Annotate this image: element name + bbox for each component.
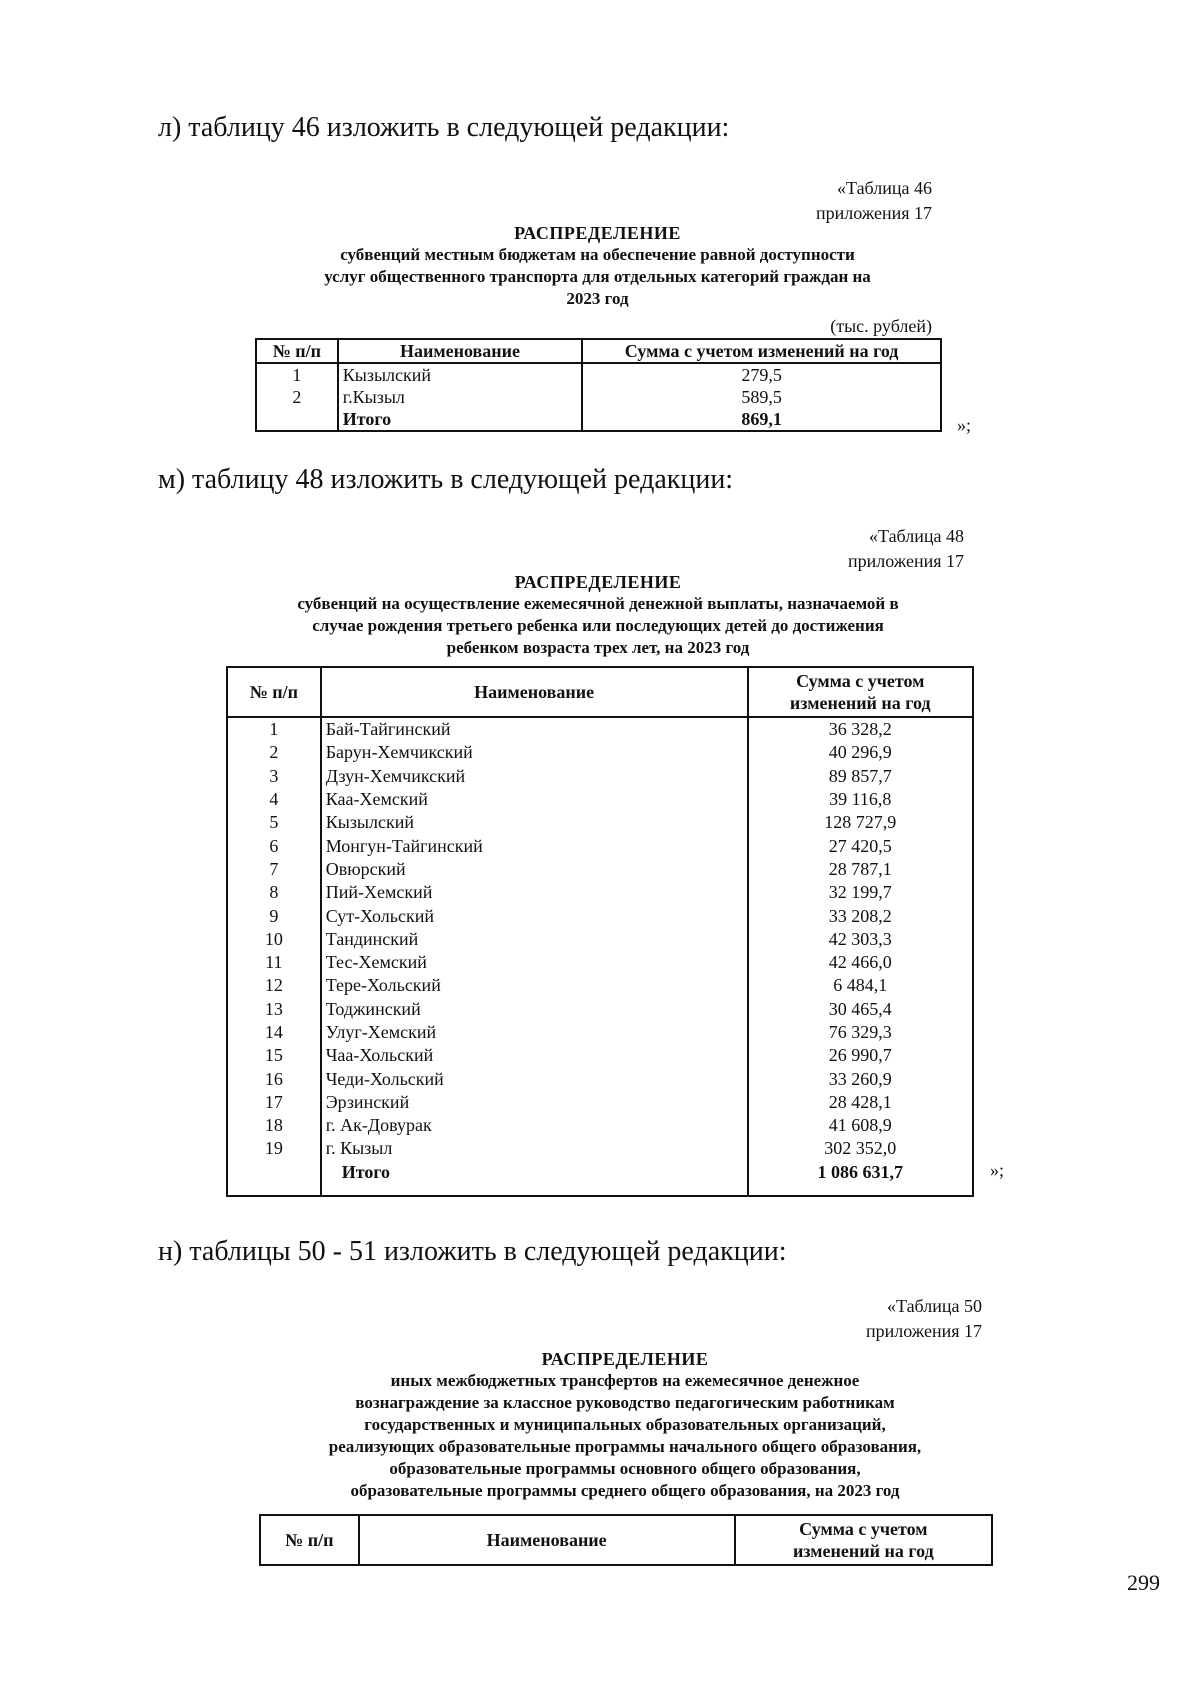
- table-46: [255, 338, 942, 432]
- table-row: [256, 386, 941, 408]
- table-50-subtitle-line4: реализующих образовательные программы начального общего образования,: [328, 1437, 922, 1456]
- table-50-header-row: [260, 1515, 992, 1565]
- table-48-row-name: Чаа-Хольский: [321, 1044, 748, 1067]
- table-46-header-num: № п/п: [256, 339, 338, 363]
- table-46-header-name: Наименование: [338, 339, 582, 363]
- table-48-row-num: 11: [227, 951, 321, 974]
- table-48-row-name: Тес-Хемский: [321, 951, 748, 974]
- table-row: [227, 1091, 973, 1114]
- table-48-row-sum: 32 199,7: [748, 881, 974, 904]
- table-48-header-row: [227, 667, 973, 717]
- table-48-row-num: 3: [227, 765, 321, 788]
- table-48-row-sum: 39 116,8: [748, 788, 974, 811]
- table-48-row-name: Кызылский: [321, 811, 748, 834]
- table-46-row-2-sum: 589,5: [582, 386, 941, 408]
- table-48-row-num: 14: [227, 1021, 321, 1044]
- table-48-row-sum: 40 296,9: [748, 741, 974, 764]
- table-48-row-name: Улуг-Хемский: [321, 1021, 748, 1044]
- table-46-reference: [816, 176, 932, 226]
- table-48-row-num: 6: [227, 834, 321, 857]
- table-row: [227, 998, 973, 1021]
- table-48-row-sum: 41 608,9: [748, 1114, 974, 1137]
- table-48-body: [227, 717, 973, 1196]
- table-48-row-num: 15: [227, 1044, 321, 1067]
- table-50-header-sum: [735, 1515, 992, 1565]
- table-50-subtitle-line1: иных межбюджетных трансфертов на ежемесячное денежное: [390, 1371, 860, 1390]
- table-48-title-block: [218, 571, 978, 659]
- table-48-title: РАСПРЕДЕЛЕНИЕ: [514, 572, 682, 592]
- table-46-row-2-num: 2: [256, 386, 338, 408]
- section-heading-table-48: м) таблицу 48 изложить в следующей редакции:: [158, 464, 734, 495]
- table-48-row-name: Монгун-Тайгинский: [321, 834, 748, 857]
- table-row: [227, 1114, 973, 1137]
- table-46-units: (тыс. рублей): [830, 316, 932, 336]
- table-row: [227, 1021, 973, 1044]
- table-46-row-1-sum: 279,5: [582, 363, 941, 386]
- table-48-row-sum: 6 484,1: [748, 974, 974, 997]
- table-48-row-name: Пий-Хемский: [321, 881, 748, 904]
- table-46-title-block: [255, 222, 940, 310]
- table-46-row-1-name: Кызылский: [338, 363, 582, 386]
- table-48-row-sum: 27 420,5: [748, 834, 974, 857]
- table-48-row-name: Дзун-Хемчикский: [321, 765, 748, 788]
- table-48-row-sum: 26 990,7: [748, 1044, 974, 1067]
- table-48-subtitle-line2: случае рождения третьего ребенка или последующих детей до достижения: [312, 616, 884, 635]
- table-row: [227, 834, 973, 857]
- table-46-header-sum: Сумма с учетом изменений на год: [582, 339, 941, 363]
- table-50-header-sum-line2: изменений на год: [792, 1541, 934, 1561]
- table-48-row-sum: 30 465,4: [748, 998, 974, 1021]
- table-46-header-row: [256, 339, 941, 363]
- table-46-row-2-name: г.Кызыл: [338, 386, 582, 408]
- table-50-subtitle-line2: вознаграждение за классное руководство педагогическим работникам: [355, 1393, 895, 1412]
- table-row: [227, 765, 973, 788]
- table-50-header-name: Наименование: [359, 1515, 735, 1565]
- table-48-row-name: Тоджинский: [321, 998, 748, 1021]
- table-48-subtitle-line1: субвенций на осуществление ежемесячной денежной выплаты, назначаемой в: [297, 594, 899, 613]
- table-row: [227, 717, 973, 741]
- table-48-row-num: 18: [227, 1114, 321, 1137]
- table-48-row-name: Овюрский: [321, 858, 748, 881]
- table-50-ref-line2: приложения 17: [865, 1321, 982, 1341]
- table-46-closing-quote: »;: [957, 415, 972, 435]
- table-50-header-num: № п/п: [260, 1515, 359, 1565]
- table-48-closing-quote: »;: [990, 1160, 1005, 1180]
- table-48-row-num: 9: [227, 904, 321, 927]
- table-row: [227, 951, 973, 974]
- table-46-total-row: [256, 408, 941, 431]
- table-48-row-name: г. Ак-Довурак: [321, 1114, 748, 1137]
- table-46-total-label: Итого: [338, 408, 582, 431]
- table-48-row-name: Бай-Тайгинский: [321, 717, 748, 741]
- table-48-total-num: [227, 1161, 321, 1196]
- table-48-header-sum: [748, 667, 974, 717]
- table-48-row-name: Сут-Хольский: [321, 904, 748, 927]
- table-row: [227, 858, 973, 881]
- table-50-subtitle-line6: образовательные программы среднего общего образования, на 2023 год: [350, 1481, 900, 1500]
- table-48: [226, 666, 974, 1197]
- table-48-row-sum: 76 329,3: [748, 1021, 974, 1044]
- table-row: [227, 741, 973, 764]
- table-46-ref-line1: «Таблица 46: [837, 178, 932, 198]
- table-46-row-1-num: 1: [256, 363, 338, 386]
- table-48-row-name: Эрзинский: [321, 1091, 748, 1114]
- table-48-reference: [848, 524, 964, 574]
- table-48-row-name: Чеди-Хольский: [321, 1067, 748, 1090]
- table-row: [227, 788, 973, 811]
- table-row: [227, 881, 973, 904]
- table-48-row-num: 16: [227, 1067, 321, 1090]
- table-48-row-num: 10: [227, 928, 321, 951]
- table-48-row-sum: 42 466,0: [748, 951, 974, 974]
- table-48-row-name: г. Кызыл: [321, 1137, 748, 1160]
- table-48-row-name: Тере-Хольский: [321, 974, 748, 997]
- table-48-row-num: 19: [227, 1137, 321, 1160]
- table-48-ref-line2: приложения 17: [847, 551, 964, 571]
- table-46-title: РАСПРЕДЕЛЕНИЕ: [514, 223, 681, 243]
- table-46-subtitle-line1: субвенций местным бюджетам на обеспечение равной доступности: [340, 245, 855, 264]
- table-48-header-name: Наименование: [321, 667, 748, 717]
- table-48-row-sum: 28 428,1: [748, 1091, 974, 1114]
- table-48-total-row: [227, 1161, 973, 1196]
- table-48-row-sum: 33 208,2: [748, 904, 974, 927]
- table-46-subtitle-line3: 2023 год: [566, 289, 629, 308]
- table-48-row-sum: 42 303,3: [748, 928, 974, 951]
- section-heading-table-50: н) таблицы 50 - 51 изложить в следующей редакции:: [158, 1236, 787, 1267]
- table-50-subtitle-line3: государственных и муниципальных образовательных организаций,: [364, 1415, 886, 1434]
- table-48-row-num: 13: [227, 998, 321, 1021]
- table-48-row-name: Тандинский: [321, 928, 748, 951]
- table-46-total-sum: 869,1: [582, 408, 941, 431]
- table-48-row-sum: 28 787,1: [748, 858, 974, 881]
- table-48-row-name: Каа-Хемский: [321, 788, 748, 811]
- table-row: [227, 974, 973, 997]
- table-48-subtitle-line3: ребенком возраста трех лет, на 2023 год: [446, 638, 750, 657]
- table-48-row-num: 4: [227, 788, 321, 811]
- table-row: [227, 1067, 973, 1090]
- table-50: [259, 1514, 993, 1566]
- table-50-header-sum-line1: Сумма с учетом: [799, 1519, 928, 1539]
- table-48-row-sum: 33 260,9: [748, 1067, 974, 1090]
- table-row: [256, 363, 941, 386]
- table-48-row-name: Барун-Хемчикский: [321, 741, 748, 764]
- table-48-row-sum: 128 727,9: [748, 811, 974, 834]
- table-row: [227, 1044, 973, 1067]
- table-row: [227, 904, 973, 927]
- table-48-row-num: 5: [227, 811, 321, 834]
- table-48-row-sum: 302 352,0: [748, 1137, 974, 1160]
- table-48-header-sum-line2: изменений на год: [789, 693, 931, 713]
- table-48-row-sum: 36 328,2: [748, 717, 974, 741]
- table-48-row-num: 17: [227, 1091, 321, 1114]
- section-heading-table-46: л) таблицу 46 изложить в следующей редакции:: [158, 112, 730, 143]
- table-48-header-num: № п/п: [227, 667, 321, 717]
- table-48-ref-line1: «Таблица 48: [869, 526, 964, 546]
- table-row: [227, 1137, 973, 1160]
- table-48-row-num: 8: [227, 881, 321, 904]
- table-46-ref-line2: приложения 17: [815, 203, 932, 223]
- table-48-row-sum: 89 857,7: [748, 765, 974, 788]
- table-50-ref-line1: «Таблица 50: [887, 1296, 982, 1316]
- table-row: [227, 928, 973, 951]
- table-48-total-sum: 1 086 631,7: [748, 1161, 974, 1196]
- table-48-row-num: 2: [227, 741, 321, 764]
- table-50-title: РАСПРЕДЕЛЕНИЕ: [541, 1349, 709, 1369]
- table-48-header-sum-line1: Сумма с учетом: [796, 671, 925, 691]
- table-48-total-label: Итого: [321, 1161, 748, 1196]
- table-46-total-num: [256, 408, 338, 431]
- table-48-row-num: 1: [227, 717, 321, 741]
- table-50-subtitle-line5: образовательные программы основного общего образования,: [389, 1459, 861, 1478]
- page-number: 299: [1127, 1570, 1160, 1595]
- table-50-reference: [866, 1294, 982, 1344]
- table-48-row-num: 7: [227, 858, 321, 881]
- table-46-subtitle-line2: услуг общественного транспорта для отдельных категорий граждан на: [324, 267, 871, 286]
- table-50-title-block: [240, 1348, 1010, 1502]
- table-48-row-num: 12: [227, 974, 321, 997]
- table-row: [227, 811, 973, 834]
